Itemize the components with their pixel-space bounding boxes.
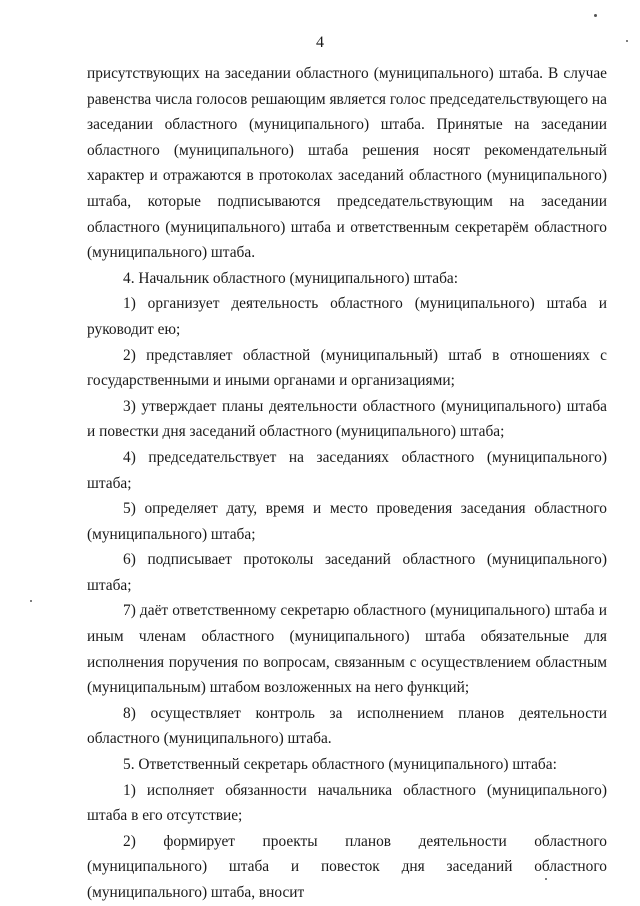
list-item-5-1: 1) исполняет обязанности начальника областного (муниципального) штаба в его отсутствие;: [87, 781, 607, 825]
list-item-4-1: 1) организует деятельность областного (муниципального) штаба и руководит ею;: [87, 295, 607, 338]
list-item-4-4: 4) председательствует на заседаниях областного (муниципального) штаба;: [87, 448, 607, 492]
paragraph-continuation: присутствующих на заседании областного (муниципального) штаба. В случае равенства числа голосов решающим является голос председательствующего на заседании областного (муниципального) штаба. Принятые на заседании областного (муниципального) штаба решения носят рекомендательный характер и отражаются в протоколах заседаний областного (муниципального) штаба, которые подписываются председательствующим на заседании областного (муниципального) штаба и ответственным секретарём областного (муниципального) штаба.: [87, 65, 607, 262]
list-item-4-6: 6) подписывает протоколы заседаний областного (муниципального) штаба;: [87, 551, 607, 594]
list-item-4-8: 8) осуществляет контроль за исполнением планов деятельности областного (муниципального) штаба.: [87, 704, 607, 748]
section-5-heading: 5. Ответственный секретарь областного (муниципального) штаба:: [123, 756, 557, 774]
list-item-4-3: 3) утверждает планы деятельности областного (муниципального) штаба и повестки дня заседаний областного (муниципального) штаба;: [87, 397, 607, 441]
document-body: [87, 61, 607, 906]
list-item-4-5: 5) определяет дату, время и место проведения заседания областного (муниципального) штаба;: [87, 500, 607, 543]
page-number: 4: [316, 34, 324, 51]
list-item-4-2: 2) представляет областной (муниципальный) штаб в отношениях с государственными и иными органами и организациями;: [87, 346, 607, 390]
section-4-heading: 4. Начальник областного (муниципального) штаба:: [123, 269, 459, 287]
scan-speck: [626, 40, 628, 42]
scan-speck: [594, 14, 597, 17]
list-item-5-2: 2) формирует проекты планов деятельности областного (муниципального) штаба и повесток дня заседаний областного (муниципального) штаба, вносит: [87, 832, 607, 901]
list-item-4-7: 7) даёт ответственному секретарю областного (муниципального) штаба и иным членам областного (муниципального) штаба обязательные для исполнения поручения по вопросам, связанным с осуществлением областным (муниципальным) штабом возложенных на него функций;: [87, 602, 607, 697]
scan-speck: [545, 878, 547, 880]
scan-speck: [30, 600, 32, 602]
